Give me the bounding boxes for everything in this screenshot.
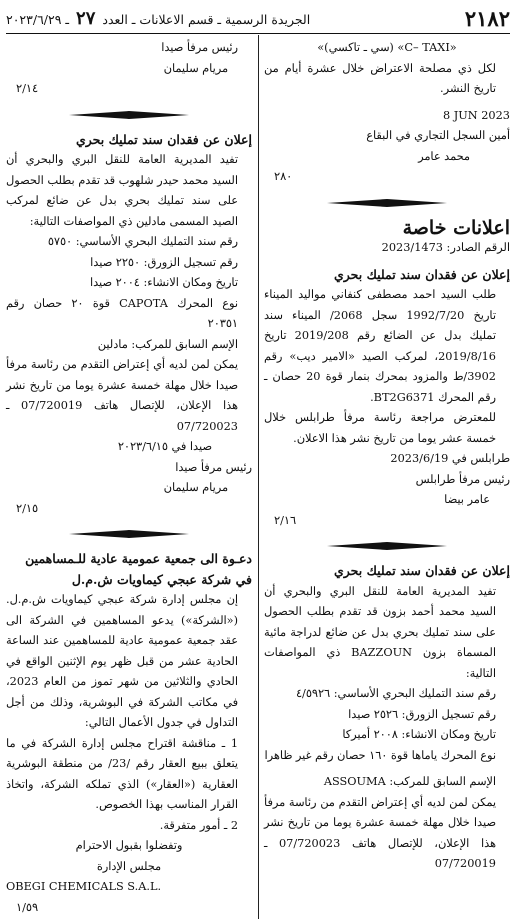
notice1-signer-name: عامر بيضا [444, 493, 490, 506]
notice3-body: تفيد المديرية العامة للنقل البري والبحري أن السيد محمد حيدر شلهوب قد تقدم بطلب الحصول على سند تمليك بحري بدل عن ضائع لمركب الصيد المسمى مادلين ذي المواصفات التالية: [6, 153, 238, 228]
notice4-title-line1: دعـوة الى جمعية عمومية عادية للـمساهمين [25, 551, 252, 566]
separator-ornament [69, 529, 189, 539]
taxi-date: 8 JUN 2023 [442, 108, 510, 122]
separator-ornament [327, 198, 447, 208]
notice2-prev-name: الإسم السابق للمركب: ASSOUMA [323, 775, 496, 788]
notice1-objection: للمعترض مراجعة رئاسة مرفأ طرابلس خلال خمسة عشر يوما من تاريخ نشر هذا الاعلان. [264, 411, 496, 445]
notice2-spec3: تاريخ ومكان الانشاء: ٢٠٠٨ أميركا [342, 728, 496, 741]
notice1-place-date: طرابلس في 2023/6/19 [390, 452, 510, 465]
prev-ref: ٢/١٤ [16, 82, 39, 95]
notice1-body: طلب السيد احمد مصطفى كنفاني مواليد الميناء تاريخ 1992/7/20 سجل 2068/ الميناء سند تمليك بدل عن الضائع رقم 2019/208 تاريخ 2019/8/16، لمركب الصيد «الامير ديب» رقم 3902/ط والمزود بمحرك بنمار قوة 20 حصان ـ رقم المحرك BT2G6371. [264, 288, 496, 404]
right-column [264, 38, 510, 875]
notice4-board: مجلس الإدارة [96, 859, 162, 873]
notice4-item1: 1 ـ مناقشة اقتراح مجلس إدارة الشركة في ما يتعلق ببيع العقار رقم /23/ من منطقة البوشرية العقارية («العقار») الذي تملكه الشركة، واتخاذ القرار المناسب بهذا الخصوص. [6, 736, 239, 811]
notice3-spec1: رقم سند التمليك البحري الأساسي: ٥٧٥٠ [47, 235, 238, 248]
notice1-signer-title: رئيس مرفأ طرابلس [415, 472, 510, 486]
notice4-body: إن مجلس إدارة شركة عبجي كيماويات ش.م.ل. («الشركة») يدعو المساهمين في الشركة الى عقد جمعية عمومية عادية للمساهمين عند الساعة الحادية عشر من قبل ظهر يوم الإثنين الواقع في الحادي والثلاثين من شهر تموز من العام 2023، في مكاتب الشركة في البوشرية، وذلك من أجل التداول في جدول الأعمال التالي: [6, 593, 238, 729]
header-rule [6, 33, 510, 34]
header-title [6, 8, 310, 29]
separator-ornament [327, 541, 447, 551]
export-number: الرقم الصادر: 2023/1473 [381, 241, 510, 254]
section-title: اعلانات خاصة [402, 216, 510, 239]
notice1-ref: ٢/١٦ [274, 513, 297, 527]
notice2-spec2: رقم تسجيل الزورق: ٢٥٢٦ صيدا [348, 707, 496, 721]
left-column [6, 38, 252, 918]
page-header [6, 4, 510, 32]
taxi-objection: لكل ذي مصلحة الاعتراض خلال عشرة أيام من تاريخ النشر. [264, 61, 496, 95]
prev-signer-name: مريام سليمان [163, 61, 228, 75]
notice3-ref: ٢/١٥ [16, 501, 39, 515]
column-divider [258, 35, 259, 919]
page-number: ٢١٨٢ [464, 5, 510, 31]
notice4-closing: وتفضلوا بقبول الاحترام [75, 839, 183, 852]
prev-signer-title: رئيس مرفأ صيدا [161, 41, 238, 54]
notice3-signer-name: مريام سليمان [163, 481, 228, 494]
notice2-title: إعلان عن فقدان سند تمليك بحري [333, 563, 510, 578]
notice2-spec1: رقم سند التمليك البحري الأساسي: ٤/٥٩٢٦ [295, 687, 496, 700]
notice3-date: صيدا في ٢٠٢٣/٦/١٥ [117, 440, 212, 453]
notice3-signer-title: رئيس مرفأ صيدا [175, 460, 252, 474]
taxi-name: «C– TAXI» (سي ـ تاكسي)» [317, 41, 457, 54]
issue-number: ٢٧ [76, 7, 96, 29]
taxi-signer-title: أمين السجل التجاري في البقاع [366, 129, 510, 142]
notice4-item2: 2 ـ أمور متفرقة. [159, 818, 238, 832]
notice2-spec4: نوع المحرك ياماها قوة ١٦٠ حصان رقم غير ظاهرا [264, 748, 496, 762]
notice3-prev-name: الإسم السابق للمركب: مادلين [97, 337, 238, 351]
notice4-company: OBEGI CHEMICALS S.A.L. [6, 880, 162, 893]
header-title-pre: الجريدة الرسمية ـ قسم الاعلانات ـ العدد [102, 11, 311, 27]
header-date: ـ ٢٠٢٣/٦/٢٩ [6, 11, 70, 27]
notice3-objection: يمكن لمن لديه أي إعتراض التقدم من رئاسة مرفأ صيدا خلال مهلة خمسة عشرة يوما من تاريخ نشر هذا الإعلان، للإتصال هاتف 07/720019 ـ 07/720023 [6, 358, 239, 433]
notice4-title-line2: في شركة عبجي كيماويات ش.م.ل [71, 571, 252, 587]
notice3-spec3: تاريخ ومكان الانشاء: ٢٠٠٤ صيدا [89, 276, 238, 289]
notice4-ref: ١/٥٩ [16, 900, 39, 914]
separator-ornament [69, 110, 189, 120]
notice3-spec4: نوع المحرك CAPOTA قوة ٢٠ حصان رقم ٢٠٣٥١ [6, 296, 239, 330]
notice2-body: تفيد المديرية العامة للنقل البري والبحري أن السيد محمد أحمد بزون قد تقدم بطلب الحصول على سند تمليك بحري بدل عن ضائع لدراجة مائية المسماة بزون BAZZOUN ذي المواصفات التالية: [264, 584, 496, 680]
taxi-ref: ٢٨٠ [274, 170, 293, 183]
notice3-spec2: رقم تسجيل الزورق: ٢٢٥٠ صيدا [90, 255, 238, 269]
notice1-title: إعلان عن فقدان سند تمليك بحري [333, 266, 510, 282]
notice3-title: إعلان عن فقدان سند تمليك بحري [75, 131, 252, 147]
taxi-signer-name: محمد عامر [418, 149, 470, 163]
notice2-objection: يمكن لمن لديه أي إعتراض التقدم من رئاسة مرفأ صيدا خلال مهلة خمسة عشرة يوما من تاريخ نشر هذا الإعلان، للإتصال هاتف 07/720023 ـ 07/720019 [264, 795, 497, 870]
